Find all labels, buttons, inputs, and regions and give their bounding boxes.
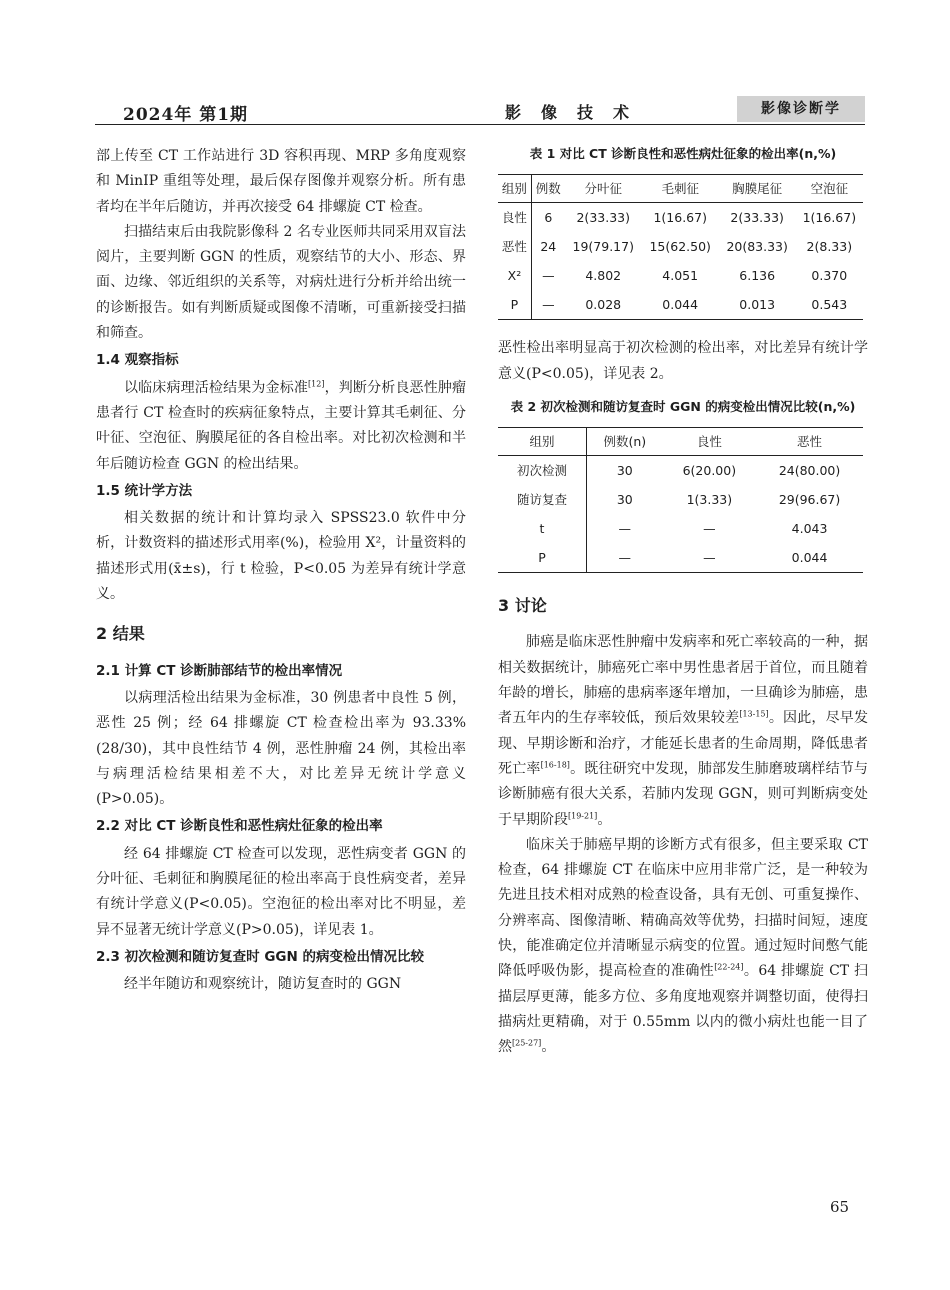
section-heading-2-2: 2.2 对比 CT 诊断良性和恶性病灶征象的检出率 [96, 818, 383, 835]
table-cell: 恶性 [498, 232, 531, 261]
table-cell: 随访复查 [498, 485, 586, 514]
issue-label: 2024年 第1期 [123, 105, 249, 125]
table-cell: 24(80.00) [778, 463, 841, 479]
paragraph: 经 64 排螺旋 CT 检查可以发现，恶性病变者 GGN 的分叶征、毛刺征和胸膜尾征的检出率高于良性病变者，差异有统计学意义(P<0.05)。空泡征的检出率对比不明显，差异不显著无统计学意义(P>0.05)，详见表 1。 [96, 845, 466, 938]
table-row [498, 261, 863, 290]
table-cell: — [531, 290, 564, 320]
table-cell: 初次检测 [498, 456, 586, 486]
table-cell: t [498, 514, 586, 543]
section-heading-1-5: 1.5 统计学方法 [96, 482, 193, 499]
table-cell: 4.802 [585, 268, 622, 284]
table-cell: 24 [540, 239, 557, 255]
table2-caption: 表 2 初次检测和随访复查时 GGN 的病变检出情况比较(n,%) [510, 398, 856, 414]
paragraph: 恶性检出率明显高于初次检测的检出率，对比差异有统计学意义(P<0.05)，详见表 2。 [498, 340, 868, 382]
paragraph: 临床关于肺癌早期的诊断方式有很多，但主要采取 CT 检查，64 排螺旋 CT 在临床中应用非常广泛，是一种较为先进且技术相对成熟的检查设备，具有无创、可重复操作、分辨率高、图像清晰、精确高效等优势，扫描时间短，速度快，能准确定位并清晰显示病变的位置。通过短时间憋气能降低呼吸伪影，提高检查的准确性[22-24]。64 排螺旋 CT 扫描层厚更薄，能多方位、多角度地观察并调整切面，使得扫描病灶更精确，对于 0.55mm 以内的微小病灶也能一目了然[25-27]。 [498, 836, 869, 1056]
table-cell: 30 [616, 492, 633, 508]
table2 [498, 427, 863, 573]
table-row [498, 456, 863, 486]
section-heading-2: 2 结果 [96, 624, 145, 644]
table-cell: — [703, 521, 716, 537]
paragraph: 以临床病理活检结果为金标准[12]，判断分析良恶性肿瘤患者行 CT 检查时的疾病征象特点，主要计算其毛刺征、分叶征、空泡征、胸膜尾征的各自检出率。对比初次检测和半年后随访检查 GGN 的检出结果。 [96, 379, 467, 472]
table-cell: 0.028 [565, 290, 642, 320]
citation: [16-18] [540, 760, 570, 770]
table-cell: — [542, 268, 555, 284]
table-row [498, 485, 863, 514]
table-header: 组别 [498, 175, 531, 203]
table-cell: X² [498, 261, 531, 290]
table-row [498, 543, 863, 573]
table-cell: 6(20.00) [682, 463, 737, 479]
table-cell: 20(83.33) [726, 239, 788, 255]
section-heading-3: 3 讨论 [498, 596, 547, 616]
table-cell: 0.370 [811, 268, 848, 284]
table-cell: 15(62.50) [649, 239, 711, 255]
paragraph: 部上传至 CT 工作站进行 3D 容积再现、MRP 多角度观察和 MinIP 重组等处理，最后保存图像并观察分析。所有患者均在半年后随访，并再次接受 64 排螺旋 CT 检查。 [96, 148, 466, 215]
table-cell: 良性 [498, 203, 531, 233]
table-cell: 0.013 [719, 290, 796, 320]
section-heading-2-3: 2.3 初次检测和随访复查时 GGN 的病变检出情况比较 [96, 948, 424, 965]
citation: [13-15] [739, 709, 769, 719]
citation: [25-27] [512, 1038, 542, 1048]
table-cell: 2(33.33) [730, 210, 784, 226]
paragraph: 相关数据的统计和计算均录入 SPSS23.0 软件中分析，计数资料的描述形式用率(%)，检验用 X²，计量资料的描述形式用(x̄±s)，行 t 检验，P<0.05 为差异有统计学意义。 [96, 510, 466, 603]
table-header: 例数 [531, 175, 564, 203]
citation: [12] [308, 379, 325, 389]
running-header [95, 96, 865, 124]
table-row [498, 232, 863, 261]
table-cell: 29(96.67) [778, 492, 841, 508]
table-cell: 0.543 [796, 290, 863, 320]
table-cell: — [586, 543, 662, 573]
paragraph: 肺癌是临床恶性肿瘤中发病率和死亡率较高的一种，据相关数据统计，肺癌死亡率中男性患者居于首位，而且随着年龄的增长，肺癌的患病率逐年增加，一旦确诊为肺癌，患者五年内的生存率较低，预后效果较差[13-15]。因此，尽早发现、早期诊断和治疗，才能延长患者的生命周期，降低患者死亡率[16-18]。既往研究中发现，肺部发生肺磨玻璃样结节与诊断肺癌有很大关系，若肺内发现 GGN，则可判断病变处于早期阶段[19-21]。 [498, 634, 869, 828]
table1 [498, 174, 863, 320]
table-cell: — [618, 521, 632, 537]
table-cell: 1(16.67) [802, 210, 857, 226]
table-header: 毛刺征 [642, 175, 719, 203]
right-column [498, 144, 868, 1061]
table-cell: 4.043 [791, 521, 828, 537]
table-header: 胸膜尾征 [719, 175, 796, 203]
table-header: 恶性 [756, 427, 863, 455]
section-heading-1-4: 1.4 观察指标 [96, 352, 179, 369]
table-cell: — [663, 543, 757, 573]
table-cell: 6 [544, 210, 553, 226]
section-heading-2-1: 2.1 计算 CT 诊断肺部结节的检出率情况 [96, 662, 343, 679]
table-cell: P [498, 290, 531, 320]
paragraph: 经半年随访和观察统计，随访复查时的 GGN [124, 976, 402, 993]
table-cell: 2(33.33) [576, 210, 630, 226]
table-cell: 1(3.33) [686, 492, 733, 508]
page-number: 65 [830, 1198, 850, 1216]
table-cell: 30 [616, 463, 633, 479]
table-header: 良性 [663, 427, 757, 455]
table-cell: 0.044 [642, 290, 719, 320]
section-label: 影像诊断学 [737, 96, 865, 122]
table-cell: 1(16.67) [653, 210, 707, 226]
table-row [498, 203, 863, 233]
paragraph: 扫描结束后由我院影像科 2 名专业医师共同采用双盲法阅片，主要判断 GGN 的性质，观察结节的大小、形态、界面、边缘、邻近组织的关系等，对病灶进行分析并给出统一的诊断报告。如有判断质疑或图像不清晰，可重新接受扫描和筛查。 [96, 223, 466, 342]
table-row [498, 290, 863, 320]
table-cell: P [498, 543, 586, 573]
table-cell: 6.136 [739, 268, 776, 284]
table-header: 空泡征 [796, 175, 863, 203]
header-rule [95, 124, 865, 125]
citation: [22-24] [714, 962, 744, 972]
left-column [96, 144, 466, 998]
paragraph: 以病理活检出结果为金标准，30 例患者中良性 5 例，恶性 25 例；经 64 排螺旋 CT 检查检出率为 93.33%(28/30)，其中良性结节 4 例，恶性肿瘤 24 例，其检出率与病理活检结果相差不大，对比差异无统计学意义(P>0.05)。 [96, 689, 466, 808]
table-cell: 4.051 [662, 268, 699, 284]
table-cell: 2(8.33) [806, 239, 853, 255]
table-cell: 19(79.17) [572, 239, 634, 255]
journal-title: 影像技术 [505, 103, 650, 122]
table1-caption: 表 1 对比 CT 诊断良性和恶性病灶征象的检出率(n,%) [529, 146, 837, 161]
table-header: 例数(n) [586, 427, 662, 455]
table-row [498, 514, 863, 543]
table-header: 分叶征 [565, 175, 642, 203]
table-cell: 0.044 [756, 543, 863, 573]
citation: [19-21] [568, 810, 598, 820]
table-header: 组别 [498, 427, 586, 455]
